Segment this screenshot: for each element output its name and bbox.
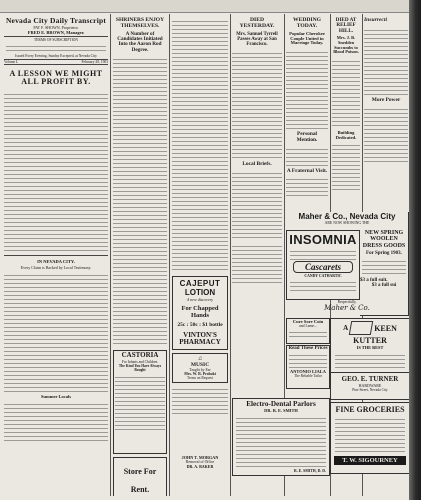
masthead <box>4 16 108 65</box>
insurrection-headline: Insurrecti <box>364 17 388 23</box>
died-yesterday-body <box>232 50 282 158</box>
castoria-ad <box>113 350 167 454</box>
cascarets-logo: Cascarets <box>293 261 353 273</box>
maher-price-2: $3 a full sui <box>371 282 397 288</box>
masthead-terms: TERMS OF SUBSCRIPTION <box>34 38 78 42</box>
personal-mention-headline: Personal Mention. <box>296 131 318 143</box>
coin-body <box>289 329 327 337</box>
column-rule <box>230 14 231 496</box>
coin-title: Cure Sore Coin <box>292 319 324 324</box>
editorial-body <box>4 91 108 251</box>
cascarets-body <box>290 279 356 293</box>
page-binding-edge <box>409 0 421 500</box>
volume-label: Volume L <box>4 60 19 64</box>
dental-ad <box>232 398 330 476</box>
died-yesterday-subhead: Mrs. Samuel Tyrrell Passes Away at San Francisco. <box>236 31 278 47</box>
keen-dealer: GEO. E. TURNER <box>331 372 409 383</box>
local-briefs-headline: Local Briefs. <box>242 160 272 167</box>
keen-type: HARDWARE <box>358 383 382 388</box>
shriners-headline: SHRINERS ENJOY THEMSELVES. <box>115 17 165 29</box>
summer-locals-body <box>4 401 108 441</box>
personal-mention-body <box>286 146 328 166</box>
keen-pre: A <box>343 324 349 332</box>
keen-brand-2: KUTTER <box>353 336 387 345</box>
relief-hill-body <box>332 58 360 128</box>
read-tag: The Reliable Tailor <box>294 374 322 378</box>
maher-display: NEW SPRING WOOLEN DRESS GOODS <box>362 230 406 249</box>
cajeput-use: For Chapped Hands <box>181 305 219 319</box>
keen-kutter-shield-icon <box>349 321 373 335</box>
insurrection-body <box>364 27 408 95</box>
insomnia-body <box>290 248 356 260</box>
masthead-title: Nevada City Daily Transcript <box>5 16 107 25</box>
groceries-ad <box>330 402 409 474</box>
keen-kutter-ad <box>330 318 409 400</box>
cajeput-title: CAJEPUT <box>179 279 221 288</box>
summer-locals-headline: Summer Locals <box>40 393 72 399</box>
groceries-title: FINE GROCERIES <box>335 405 405 414</box>
officer-name: JOHN T. MORGAN <box>181 455 219 460</box>
masthead-manager: FRED E. BROWN, Manager. <box>27 30 85 35</box>
column-rule <box>169 14 170 496</box>
read-title: Read These Prices <box>288 346 328 351</box>
fraternal-visit-body <box>286 176 328 196</box>
wedding-headline: WEDDING TODAY. <box>293 17 321 29</box>
cajeput-tag: A new discovery <box>186 297 214 302</box>
cajeput-prices: 25c : 50c : $1 bottle <box>177 322 223 328</box>
coin-sub: and Lame... <box>299 324 317 328</box>
wedding-subhead: Popular Cherokee Couple United in Marriage Today. <box>289 30 325 46</box>
read-prices-ad <box>286 345 330 389</box>
castoria-body <box>115 374 165 430</box>
building-dedicated-headline: Building Dedicated. <box>335 129 357 140</box>
maher-season: For Spring 1903. <box>366 250 402 256</box>
officer-doctor: DR. A. BAKER <box>186 464 214 469</box>
more-power-body <box>364 106 408 162</box>
keen-body <box>335 352 405 370</box>
music-name: Mrs. W. R. Proboki <box>184 371 216 376</box>
music-title: MUSIC <box>190 361 210 368</box>
keen-brand: KEEN <box>374 323 397 333</box>
store-for-rent <box>113 457 167 496</box>
relief-hill-headline: DIED AT RELIEF HILL. <box>335 17 357 34</box>
nevada-city-body <box>4 272 108 392</box>
fraternal-visit-headline: A Fraternal Visit. <box>286 167 328 174</box>
maher-price-1: $3 a full suit. <box>360 277 388 283</box>
overlay-none <box>172 14 228 496</box>
local-briefs-body <box>232 170 282 240</box>
coin-ad <box>286 318 330 344</box>
castoria-kind: The Kind You Have Always Bought <box>118 363 162 372</box>
keen-kutter-logo <box>331 321 409 335</box>
wedding-body <box>286 49 328 129</box>
dental-sig: R. E. SMITH, D. D. <box>294 469 326 473</box>
divider <box>4 255 108 256</box>
masthead-issued: Issued Every Evening, Sunday Excepted, at Nevada City <box>15 54 97 58</box>
masthead-dateline <box>4 59 108 65</box>
date-label: February 28, 1903 <box>81 60 108 64</box>
nevada-city-headline: IN NEVADA CITY. <box>37 258 75 264</box>
maher-sig: Maher & Co. <box>324 304 370 312</box>
column-1 <box>4 14 108 496</box>
castoria-title: CASTORIA <box>121 351 159 360</box>
groceries-body <box>335 416 405 454</box>
read-who: ANTONIO LIALA <box>290 369 326 374</box>
more-power-headline: More Power <box>371 96 401 103</box>
maher-ad-header <box>286 212 408 230</box>
building-dedicated-body <box>332 142 360 192</box>
maher-signature <box>286 300 408 314</box>
died-yesterday-headline: DIED YESTERDAY. <box>239 17 275 29</box>
dental-title: Electro-Dental Parlors <box>246 400 316 408</box>
cajeput-lotion: LOTION <box>184 288 216 297</box>
cascarets-tag: CANDY CATHARTIC <box>304 274 342 278</box>
keen-place: Pine Street, Nevada City <box>352 388 388 392</box>
editorial-headline: A LESSON WE MIGHT ALL PROFIT BY. <box>9 69 103 87</box>
column-2 <box>113 14 167 496</box>
officer-removal: Removal of Office <box>185 460 215 464</box>
read-body <box>289 352 327 368</box>
masthead-proprietor: PAT F. SHOWN, Proprietor. <box>33 25 79 30</box>
divider <box>4 36 108 37</box>
music-sub: Taught by Ear <box>189 367 211 372</box>
dental-body <box>236 415 326 467</box>
nevada-city-sub: Every Claim is Backed by Local Testimony. <box>20 264 92 270</box>
castoria-sub: For Infants and Children. <box>121 359 159 364</box>
shriners-body <box>113 56 167 346</box>
maher-respect: Respectfully, <box>337 300 357 304</box>
store-for-rent-text: Store For Rent. <box>123 467 157 495</box>
music-pay: Terms on Request <box>187 375 213 380</box>
officer-notice <box>172 455 228 473</box>
maher-title: Maher & Co., Nevada City <box>298 212 396 221</box>
maher-body <box>362 258 406 276</box>
vintons-pharmacy: VINTON'S PHARMACY <box>179 331 221 347</box>
music-icon: ♫ <box>197 355 203 362</box>
page-top-strip <box>0 0 409 13</box>
terms-text-block <box>6 43 106 53</box>
dental-dr: DR. R. E. SMITH <box>264 408 298 413</box>
insomnia-ad <box>286 230 360 300</box>
col4-misc-body <box>232 243 282 285</box>
keen-tail: IS THE BEST <box>356 345 384 350</box>
shriners-subhead: A Number of Candidates Initiated Into the Aaron Rod Degree. <box>117 30 163 53</box>
insomnia-title: INSOMNIA <box>289 232 357 247</box>
column-rule <box>110 14 111 496</box>
relief-hill-subhead: Mrs. J. B. Snedden Succumbs to Blood Poison. <box>333 35 359 55</box>
groceries-name: T. W. SIGOURNEY <box>334 456 406 465</box>
maher-sub: ARE NOW SHOWING THE <box>324 221 370 225</box>
